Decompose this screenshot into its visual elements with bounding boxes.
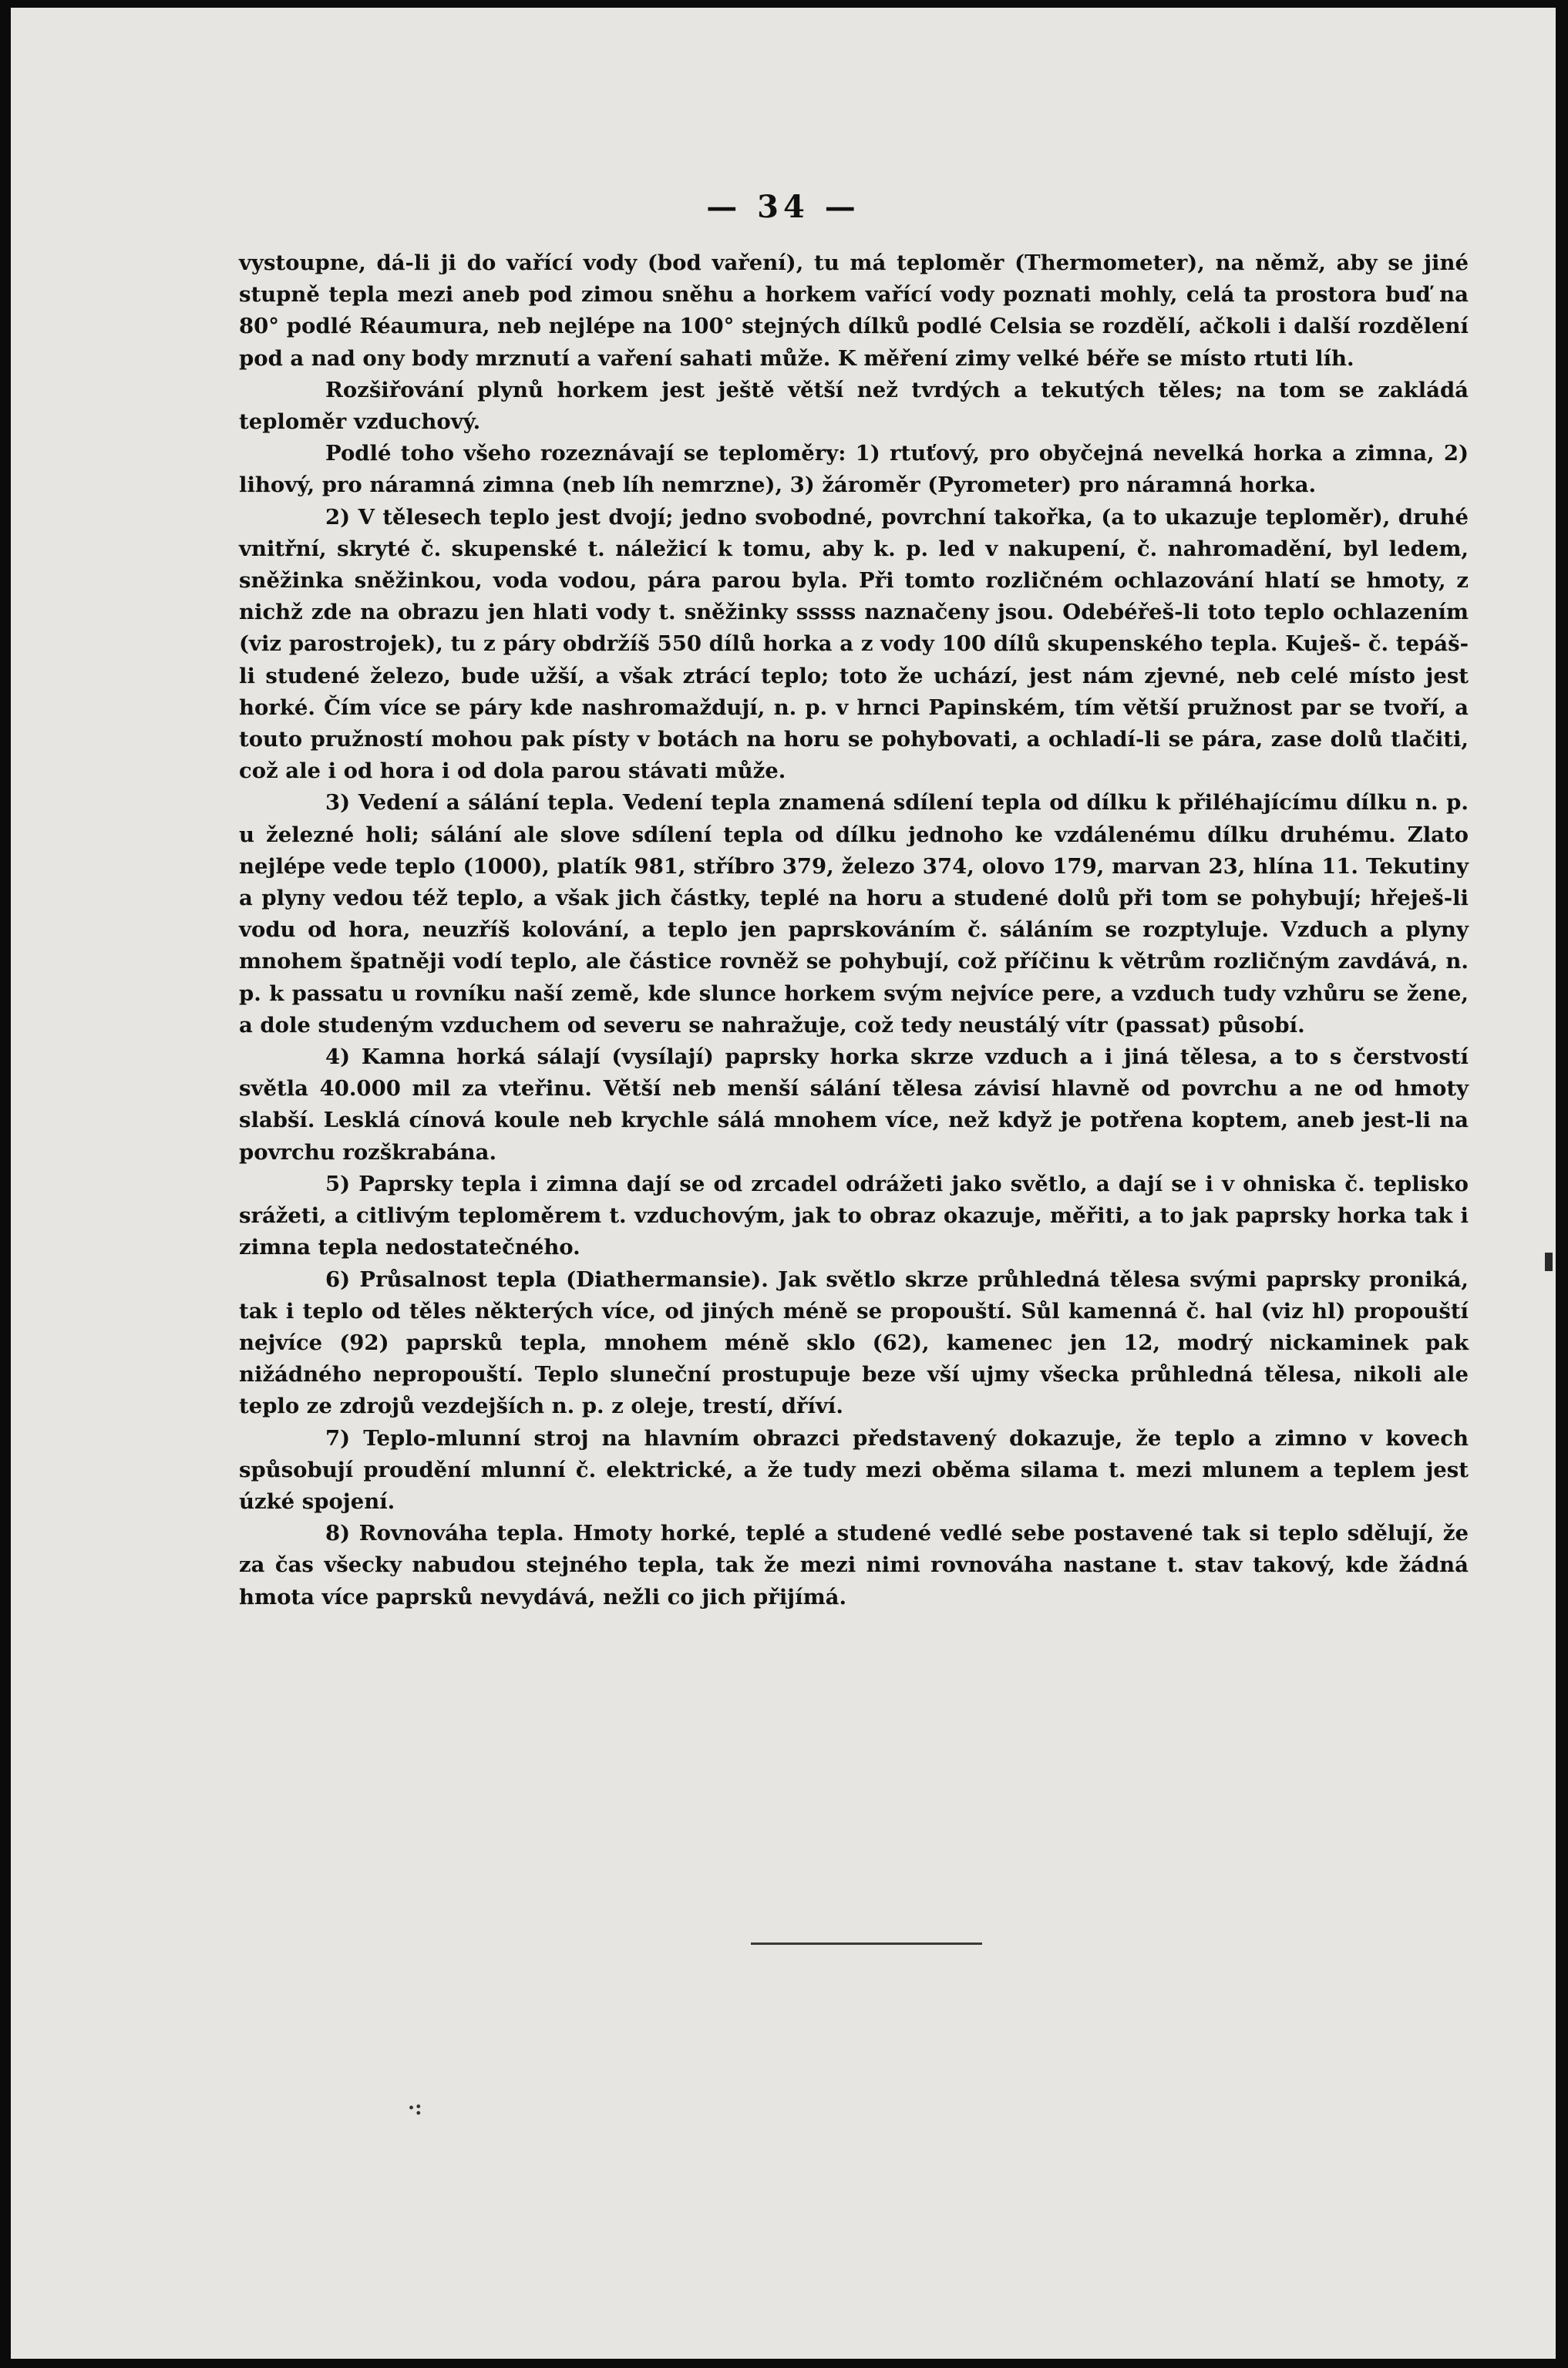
paragraph-7: 5) Paprsky tepla i zimna dají se od zrcadel odrážeti jako světlo, a dají se i v ohniska č. teplisko srážeti, a citlivým teploměrem t. vzduchovým, jak to obraz okazuje, měřiti, a to jak paprsky horka tak i zimna tepla nedostatečného. [239,1171,1469,1260]
paragraph-8: 6) Průsalnost tepla (Diathermansie). Jak světlo skrze průhledná tělesa svými paprsky proniká, tak i teplo od těles některých více, od jiných méně se propouští. Sůl kamenná č. hal (viz hl) propouští nejvíce (92) paprsků tepla, mnohem méně sklo (62), kamenec jen 12, modrý nickaminek pak nižádného nepropouští. Teplo sluneční prostupuje beze vší ujmy všecka průhledná tělesa, nikoli ale teplo ze zdrojů vezdejších n. p. z oleje, trestí, dříví. [239,1266,1469,1419]
page-number: — 34 — [706,189,860,225]
paragraph-10: 8) Rovnováha tepla. Hmoty horké, teplé a studené vedlé sebe postavené tak si teplo sdělují, že za čas všecky nabudou stejného tepla, tak že mezi nimi rovnováha nastane t. stav takový, kde žádná hmota více paprsků nevydává, nežli co jich přijímá. [239,1521,1469,1610]
edge-artifact [1545,1253,1553,1271]
stray-mark: ·: [408,2097,422,2120]
document-page [11,8,1556,2359]
paragraph-6: 4) Kamna horká sálají (vysílají) paprsky horka skrze vzduch a i jiná tělesa, a to s čerstvostí světla 40.000 mil za vteřinu. Větší neb menší sálání tělesa závisí hlavně od povrchu a ne od hmoty slabší. Lesklá cínová koule neb krychle sálá mnohem více, než když je potřena koptem, aneb jest-li na povrchu rozškrabána. [239,1044,1469,1165]
paragraph-3: Podlé toho všeho rozeznávají se teploměry: 1) rtuťový, pro obyčejná nevelká horka a zimna, 2) lihový, pro náramná zimna (neb líh nemrzne), 3) žároměr (Pyrometer) pro náramná horka. [239,441,1469,498]
paragraph-4: 2) V tělesech teplo jest dvojí; jedno svobodné, povrchní takořka, (a to ukazuje teploměr), druhé vnitřní, skryté č. skupenské t. náležicí k tomu, aby k. p. led v nakupení, č. nahromadění, byl ledem, sněžinka sněžinkou, voda vodou, pára parou byla. Při tomto rozličném ochlazování hlatí se hmoty, z nichž zde na obrazu jen hlati vody t. sněžinky sssss naznačeny jsou. Odebéřeš-li toto teplo ochlazením (viz parostrojek), tu z páry obdržíš 550 dílů horka a z vody 100 dílů skupenského tepla. Kuješ- č. tepáš-li studené železo, bude užší, a však ztrácí teplo; toto že uchází, jest nám zjevné, neb celé místo jest horké. Čím více se páry kde nashromaždují, n. p. v hrnci Papinském, tím větší pružnost par se tvoří, a touto pružností mohou pak písty v botách na horu se pohybovati, a ochladí-li se pára, zase dolů tlačiti, což ale i od hora i od dola parou stávati může. [239,504,1469,784]
paragraph-1: vystoupne, dá-li ji do vařící vody (bod vaření), tu má teploměr (Thermometer), na němž, aby se jiné stupně tepla mezi aneb pod zimou sněhu a horkem vařící vody poznati mohly, celá ta prostora buď na 80° podlé Réaumura, neb nejlépe na 100° stejných dílků podlé Celsia se rozdělí, ačkoli i další rozdělení pod a nad ony body mrznutí a vaření sahati může. K měření zimy velké béře se místo rtuti líh. [239,251,1469,371]
paragraph-5: 3) Vedení a sálání tepla. Vedení tepla znamená sdílení tepla od dílku k přiléhajícímu dílku n. p. u železné holi; sálání ale slove sdílení tepla od dílku jednoho ke vzdálenému dílku druhému. Zlato nejlépe vede teplo (1000), platík 981, stříbro 379, železo 374, olovo 179, marvan 23, hlína 11. Tekutiny a plyny vedou též teplo, a však jich částky, teplé na horu a studené dolů při tom se pohybují; hřeješ-li vodu od hora, neuzříš kolování, a teplo jen paprskováním č. sáláním se rozptyluje. Vzduch a plyny mnohem špatněji vodí teplo, ale částice rovněž se pohybují, což příčinu k větrům rozličným zavdává, n. p. k passatu u rovníku naší země, kde slunce horkem svým nejvíce pere, a vzduch tudy vzhůru se žene, a dole studeným vzduchem od severu se nahražuje, což tedy neustálý vítr (passat) působí. [239,790,1469,1038]
paragraph-9: 7) Teplo-mlunní stroj na hlavním obrazci představený dokazuje, že teplo a zimno v kovech spůsobují proudění mlunní č. elektrické, a že tudy mezi oběma silama t. mezi mlunem a teplem jest úzké spojení. [239,1425,1469,1514]
section-divider [751,1942,982,1945]
paragraph-2: Rozšiřování plynů horkem jest ještě větší než tvrdých a tekutých těles; na tom se zakládá teploměr vzduchový. [239,377,1469,435]
scan-border [1556,0,1568,2368]
body-text [239,247,1469,1613]
